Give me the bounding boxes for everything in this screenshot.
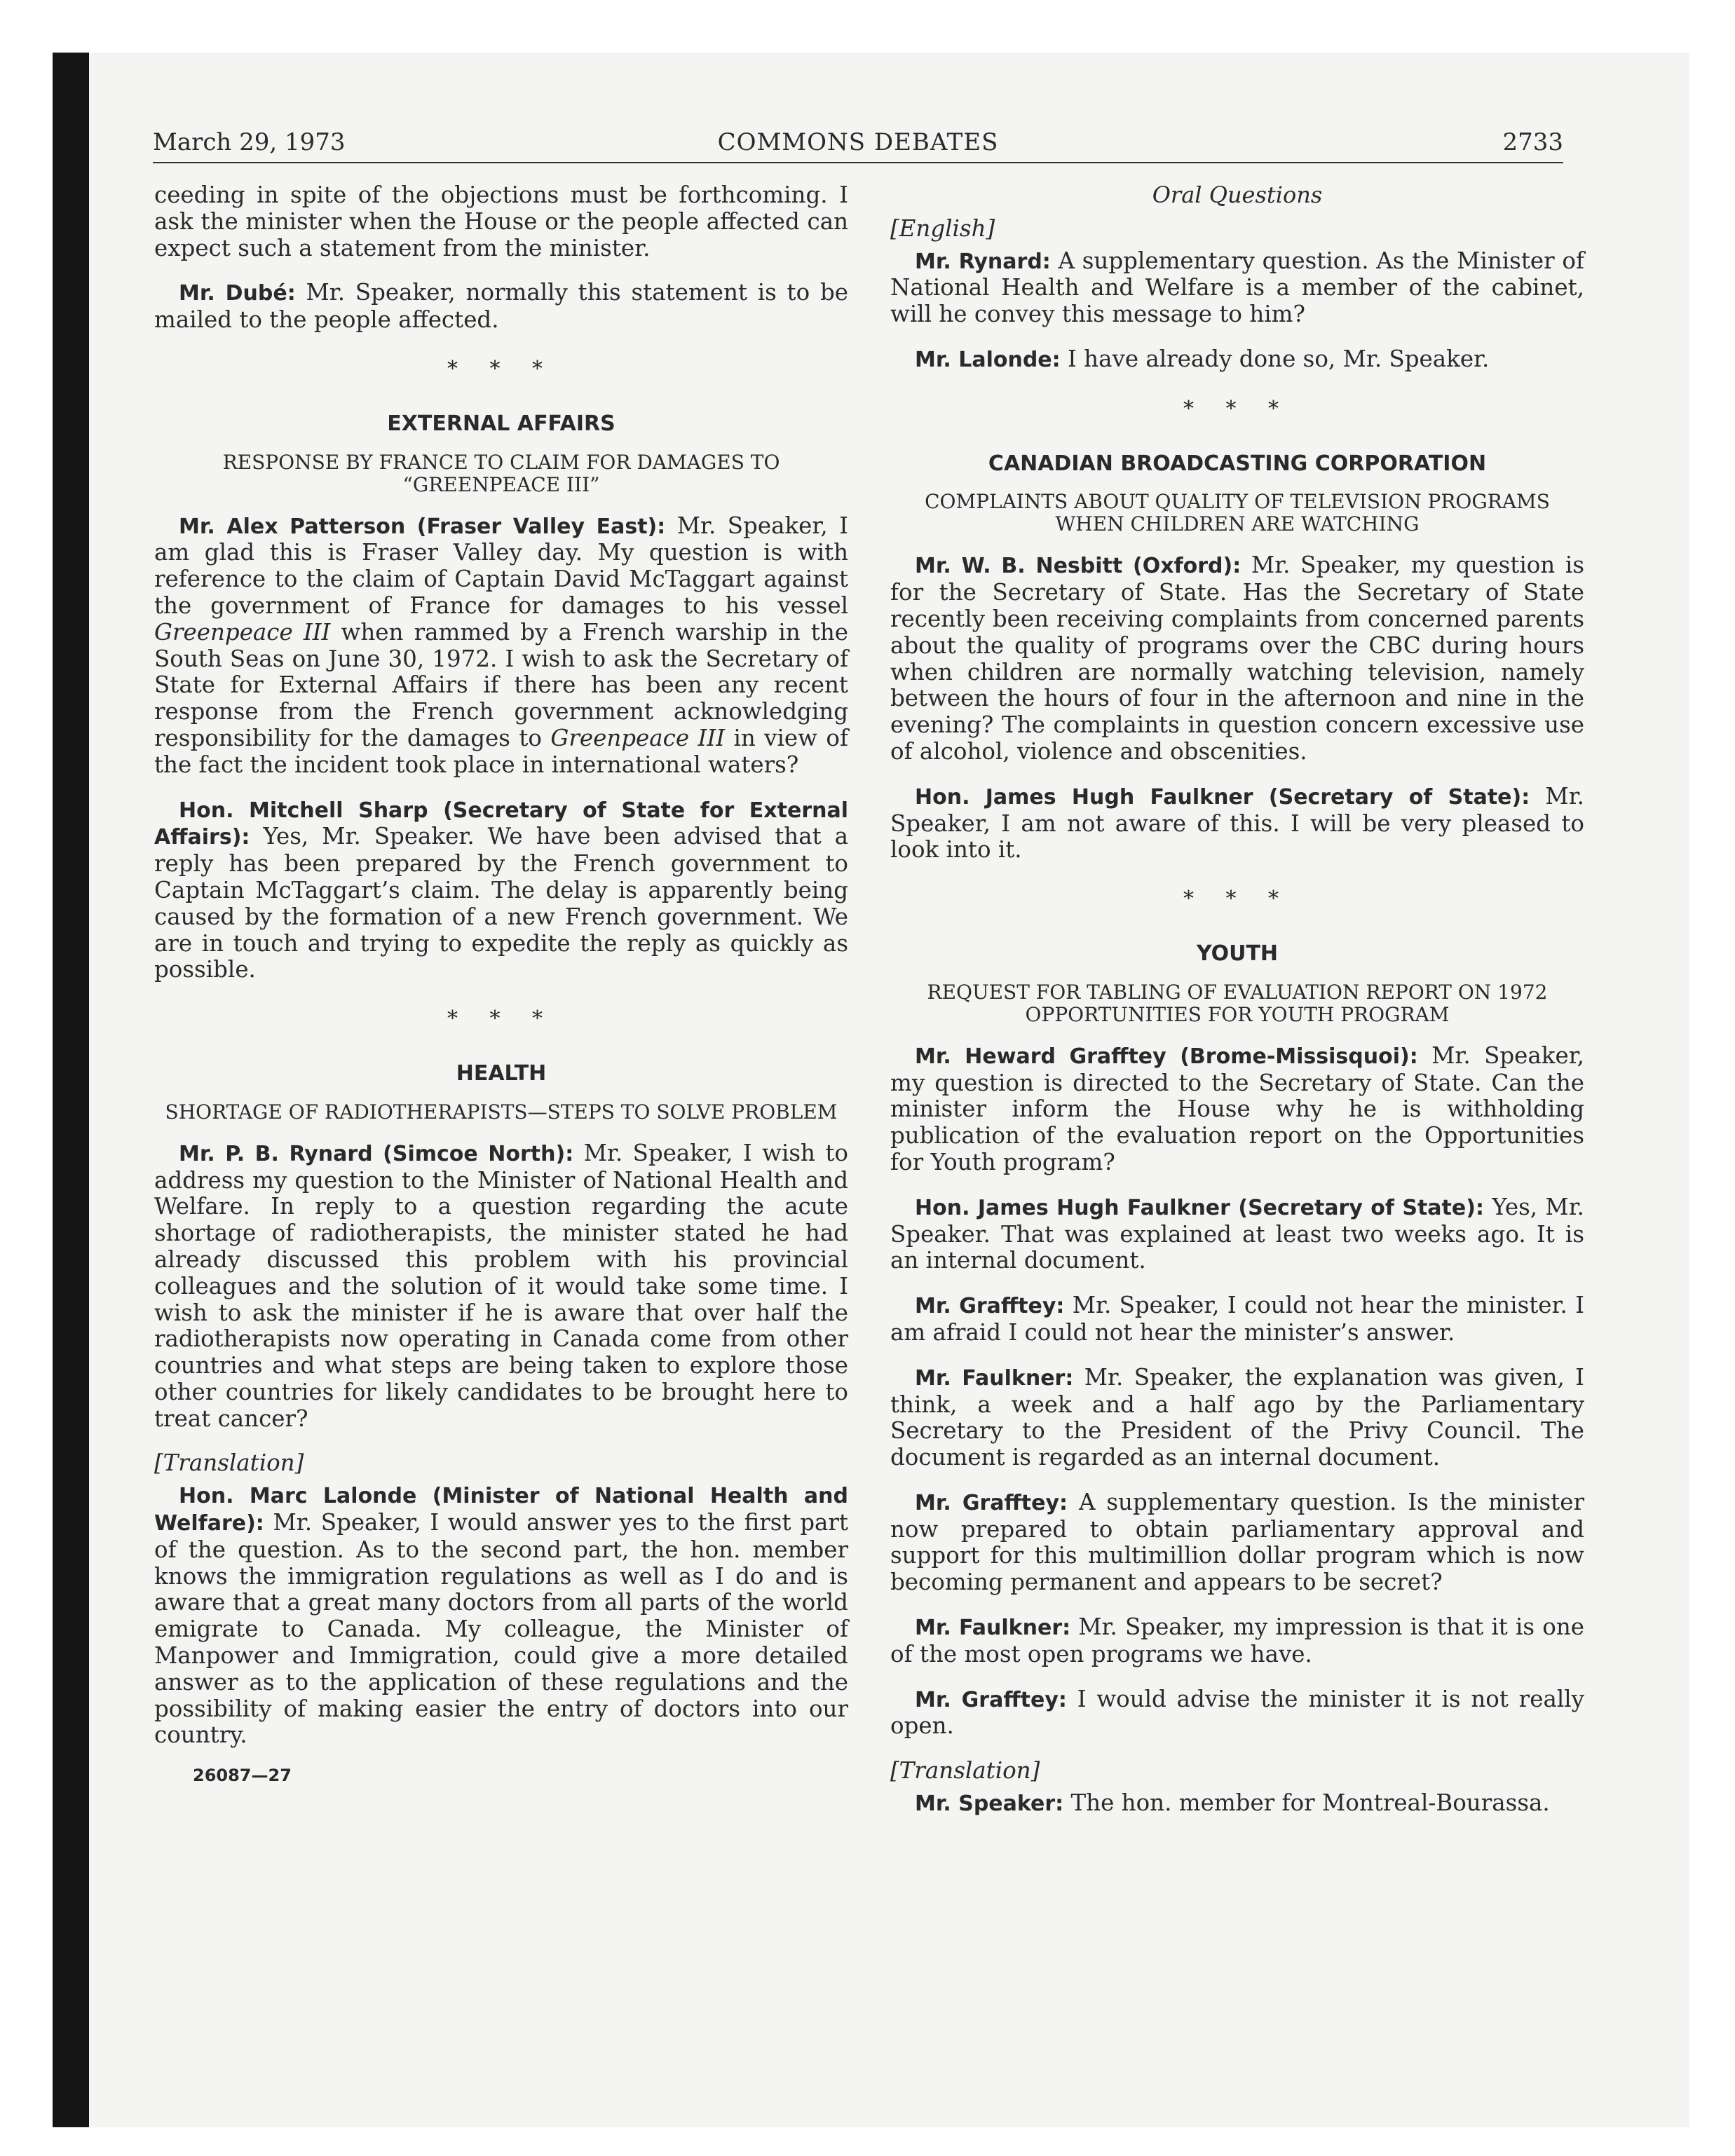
- paragraph: [154, 1140, 848, 1433]
- paragraph: [154, 1482, 848, 1749]
- speech-text: A supplementary question. Is the minister now prepared to obtain parliamentary approval and support for this multimillion dollar program which is now becoming permanent and appears to be secret?: [890, 1488, 1584, 1596]
- section-separator: * * *: [447, 1007, 556, 1032]
- speech-text: Mr. Speaker, my question is for the Secretary of State. Has the Secretary of State recently been receiving complaints from concerned parents about the quality of programs over the CBC during hours when children are normally watching television, namely between the hours of four in the afternoon and nine in the evening? The complaints in question concern excessive use of alcohol, violence and obscenities.: [890, 552, 1584, 765]
- binding-edge: [53, 53, 89, 2127]
- speech-text: Mr. Speaker, I would answer yes to the first part of the question. As to the second part, the hon. member knows the immigration regulations as well as I do and is aware that a great many doctors from all parts of the world emigrate to Canada. My colleague, the Minister of Manpower and Immigration, could give a more detailed answer as to the application of these regulations and the possibility of making easier the entry of doctors into our country.: [154, 1509, 848, 1749]
- paragraph: [154, 280, 848, 334]
- speaker-name: Hon. Mitchell Sharp (Secretary of State for External Affairs):: [154, 798, 848, 850]
- speech-text: Mr. Speaker, I could not hear the minister. I am afraid I could not hear the minister’s answer.: [890, 1292, 1584, 1346]
- printer-signature: 26087—27: [193, 1766, 292, 1786]
- vessel-name: Greenpeace III: [154, 618, 331, 646]
- section-title: Oral Questions: [1152, 182, 1323, 208]
- speech-text: The hon. member for Montreal-Bourassa.: [1063, 1789, 1550, 1817]
- speech-text: Mr. Speaker, my question is directed to the Secretary of State. Can the minister inform the House why he is withholding publication of the evaluation report on the Opportunities for Youth program?: [890, 1042, 1584, 1175]
- section-heading: YOUTH: [1196, 941, 1279, 966]
- speaker-name: Mr. Dubé:: [179, 281, 296, 306]
- speaker-name: Mr. P. B. Rynard (Simcoe North):: [179, 1141, 574, 1166]
- paragraph: ceeding in spite of the objections must be forthcoming. I ask the minister when the House or the people affected can expect such a statement from the minister.: [154, 182, 848, 261]
- paragraph: [890, 248, 1584, 328]
- page-number: 2733: [1502, 128, 1563, 156]
- speaker-name: Mr. Heward Grafftey (Brome-Missisquoi):: [915, 1044, 1418, 1069]
- vessel-name: Greenpeace III: [550, 724, 726, 751]
- paragraph: [890, 1365, 1584, 1471]
- section-heading: CANADIAN BROADCASTING CORPORATION: [988, 451, 1487, 476]
- left-column: [154, 182, 848, 1789]
- speech-text: Mr. Speaker, the explanation was given, I think, a week and a half ago by the Parliamentary Secretary to the President of the Privy Council. The document is regarded as an internal document.: [890, 1363, 1585, 1471]
- speech-text: in view of the fact the incident took place in international waters?: [154, 724, 848, 778]
- section-subheading: SHORTAGE OF RADIOTHERAPISTS—STEPS TO SOLVE PROBLEM: [165, 1100, 838, 1124]
- speaker-name: Mr. Faulkner:: [915, 1616, 1071, 1641]
- speech-text: I have already done so, Mr. Speaker.: [1060, 345, 1490, 372]
- speech-text: Mr. Speaker, normally this statement is to be mailed to the people affected.: [154, 279, 848, 334]
- speaker-name: Mr. W. B. Nesbitt (Oxford):: [915, 554, 1241, 579]
- section-separator: * * *: [447, 356, 556, 381]
- speech-text: Mr. Speaker, I am not aware of this. I will be very pleased to look into it.: [890, 782, 1585, 864]
- header-title: COMMONS DEBATES: [717, 128, 999, 156]
- section-heading: HEALTH: [456, 1060, 547, 1086]
- paragraph: [890, 346, 1584, 374]
- speech-text: when rammed by a French warship in the South Seas on June 30, 1972. I wish to ask the Secretary of State for External Affairs if there has been any recent response from the French government acknowledging responsibility for the damages to: [154, 618, 848, 751]
- speech-text: Yes, Mr. Speaker. We have been advised that a reply has been prepared by the French government to Captain McTaggart’s claim. The delay is apparently being caused by the formation of a new French government. We are in touch and trying to expedite the reply as quickly as possible.: [154, 823, 848, 983]
- speaker-name: Mr. Faulkner:: [915, 1365, 1074, 1391]
- speaker-name: Hon. James Hugh Faulkner (Secretary of State):: [915, 784, 1530, 810]
- language-marker: [English]: [890, 214, 995, 242]
- paragraph: [890, 1614, 1584, 1668]
- language-marker: [Translation]: [890, 1757, 1040, 1785]
- paragraph: [154, 797, 848, 984]
- section-subheading: REQUEST FOR TABLING OF EVALUATION REPORT ON 1972 OPPORTUNITIES FOR YOUTH PROGRAM: [927, 980, 1548, 1026]
- speech-text: Yes, Mr. Speaker. That was explained at least two weeks ago. It is an internal document.: [890, 1193, 1584, 1274]
- paragraph: [890, 784, 1584, 864]
- speaker-name: Mr. Rynard:: [915, 249, 1051, 274]
- paragraph: [890, 1489, 1584, 1596]
- running-head: [153, 128, 1563, 163]
- section-subheading: COMPLAINTS ABOUT QUALITY OF TELEVISION PROGRAMS WHEN CHILDREN ARE WATCHING: [925, 490, 1550, 536]
- speaker-name: Mr. Speaker:: [915, 1792, 1064, 1817]
- paragraph: [890, 1790, 1584, 1817]
- section-subheading: RESPONSE BY FRANCE TO CLAIM FOR DAMAGES TO “GREENPEACE III”: [222, 450, 780, 496]
- paragraph: [890, 1043, 1584, 1176]
- speech-text: Mr. Speaker, my impression is that it is one of the most open programs we have.: [890, 1613, 1584, 1667]
- paragraph: [890, 552, 1584, 765]
- section-separator: * * *: [1183, 887, 1292, 912]
- speech-text: Mr. Speaker, I am glad this is Fraser Valley day. My question is with reference to the claim of Captain David McTaggart against the government of France for damages to his vessel: [154, 512, 848, 619]
- speaker-name: Mr. Grafftey:: [915, 1294, 1065, 1319]
- paragraph: [890, 1194, 1584, 1274]
- speaker-name: Mr. Alex Patterson (Fraser Valley East):: [179, 514, 666, 539]
- paragraph: [890, 1686, 1584, 1740]
- speech-text: Mr. Speaker, I wish to address my question to the Minister of National Health and Welfare. In reply to a question regarding the acute shortage of radiotherapists, the minister stated he had already discussed this problem with his provincial colleagues and the solution of it would take some time. I wish to ask the minister if he is aware that over half the radiotherapists now operating in Canada come from other countries and what steps are being taken to explore those other countries for likely candidates to be brought here to treat cancer?: [154, 1139, 848, 1432]
- right-column: [890, 182, 1584, 1836]
- speaker-name: Hon. Marc Lalonde (Minister of National Health and Welfare):: [154, 1484, 848, 1536]
- section-separator: * * *: [1183, 396, 1292, 421]
- speaker-name: Mr. Lalonde:: [915, 347, 1061, 372]
- speech-text: A supplementary question. As the Minister of National Health and Welfare is a member of the cabinet, will he convey this message to him?: [890, 247, 1584, 328]
- speech-text: I would advise the minister it is not really open.: [890, 1685, 1584, 1740]
- section-heading: EXTERNAL AFFAIRS: [387, 411, 615, 436]
- paragraph: [890, 1292, 1584, 1346]
- paragraph: [154, 513, 848, 779]
- speaker-name: Mr. Grafftey:: [915, 1490, 1068, 1515]
- header-date: March 29, 1973: [153, 128, 346, 156]
- language-marker: [Translation]: [154, 1449, 304, 1477]
- speaker-name: Hon. James Hugh Faulkner (Secretary of State):: [915, 1195, 1484, 1220]
- speaker-name: Mr. Grafftey:: [915, 1687, 1067, 1712]
